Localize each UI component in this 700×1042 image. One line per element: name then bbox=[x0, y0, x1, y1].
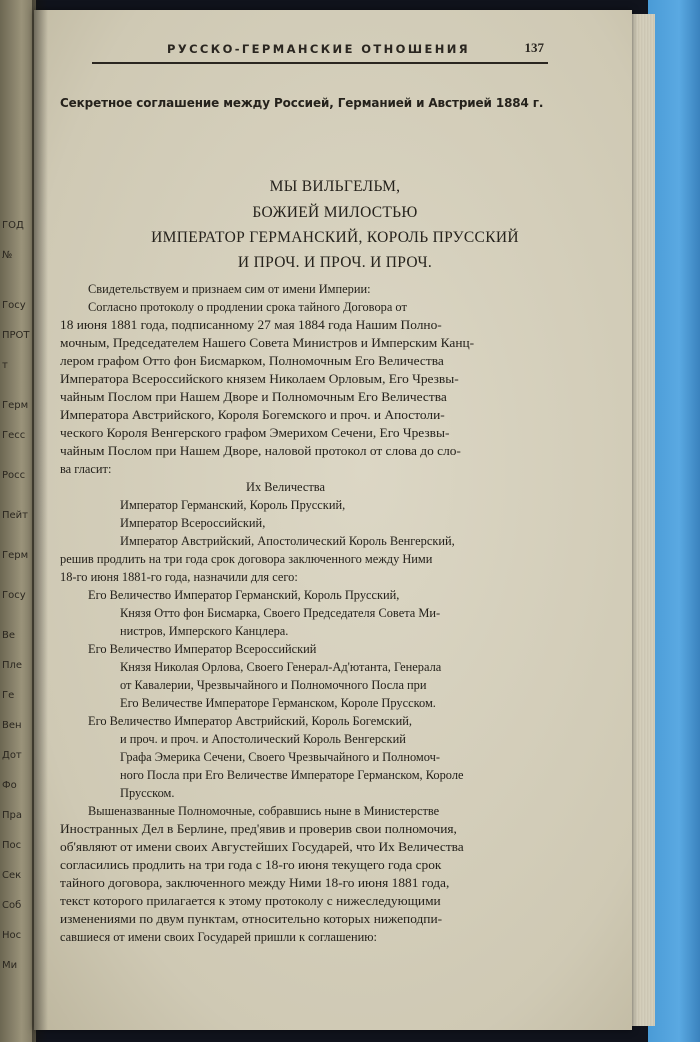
left-page-fragment: Пра bbox=[2, 810, 22, 821]
text-line: мочным, Председателем Нашего Совета Министров и Имперским Канц- bbox=[60, 336, 475, 350]
left-page-fragment: Герм bbox=[2, 400, 29, 411]
left-page-fragment: Пейт bbox=[2, 510, 28, 521]
text-line: Согласно протоколу о продлении срока тайного Договора от bbox=[88, 300, 407, 314]
left-page-fragment: Фо bbox=[2, 780, 17, 791]
title-line-4: И ПРОЧ. И ПРОЧ. И ПРОЧ. bbox=[237, 254, 433, 271]
left-page-fragment: ГОД bbox=[2, 220, 24, 231]
text-line: Князя Отто фон Бисмарка, Своего Председателя Совета Ми- bbox=[120, 606, 441, 620]
text-line: чайным Послом при Нашем Дворе, наловой протокол от слова до сло- bbox=[60, 444, 461, 458]
text-line: ва гласит: bbox=[60, 462, 112, 476]
left-page-fragment: № bbox=[2, 250, 13, 261]
running-head bbox=[92, 40, 548, 64]
text-line: Прусском. bbox=[120, 786, 175, 800]
text-line: Император Австрийский, Апостолический Король Венгерский, bbox=[120, 534, 455, 548]
left-page-fragment: т bbox=[2, 360, 8, 371]
left-page-fragment: Ге bbox=[2, 690, 15, 701]
title-line-1: МЫ ВИЛЬГЕЛЬМ, bbox=[269, 178, 401, 195]
title-line-3: ИМПЕРАТОР ГЕРМАНСКИЙ, КОРОЛЬ ПРУССКИЙ bbox=[151, 229, 519, 246]
text-line: 18 июня 1881 года, подписанному 27 мая 1884 года Нашим Полно- bbox=[60, 318, 442, 332]
left-page-fragment: ПРОТ bbox=[2, 330, 30, 341]
text-line: текст которого прилагается к этому протоколу с нижеследующими bbox=[60, 894, 441, 908]
text-line: Император Германский, Король Прусский, bbox=[120, 498, 346, 512]
left-page-fragment: Пле bbox=[2, 660, 23, 671]
text-line: савшиеся от имени своих Государей пришли к соглашению: bbox=[60, 930, 377, 944]
page-edges bbox=[628, 14, 655, 1026]
text-line: Императора Австрийского, Короля Богемского и проч. и Апостоли- bbox=[60, 408, 445, 422]
text-line: Графа Эмерика Сечени, Своего Чрезвычайного и Полномоч- bbox=[120, 750, 440, 764]
text-line: Его Величество Император Австрийский, Король Богемский, bbox=[88, 714, 412, 728]
text-line: Его Величестве Императоре Германском, Короле Прусском. bbox=[120, 696, 436, 710]
left-page-fragment: Дот bbox=[2, 750, 22, 761]
running-title: РУССКО-ГЕРМАНСКИЕ ОТНОШЕНИЯ bbox=[167, 42, 471, 56]
text-line: Его Величество Император Германский, Король Прусский, bbox=[88, 588, 400, 602]
text-line: и проч. и проч. и Апостолический Король Венгерский bbox=[120, 732, 406, 746]
text-line: от Кавалерии, Чрезвычайного и Полномочного Посла при bbox=[120, 678, 427, 692]
gutter-shadow bbox=[32, 0, 48, 1042]
text-line: Вышеназванные Полномочные, собравшись ныне в Министерстве bbox=[88, 804, 440, 818]
text-line: чайным Послом при Нашем Дворе и Полномочным Его Величества bbox=[60, 390, 447, 404]
document-heading: Секретное соглашение между Россией, Германией и Австрией 1884 г. bbox=[60, 96, 544, 110]
text-line: лером графом Отто фон Бисмарком, Полномочным Его Величества bbox=[60, 354, 444, 368]
left-page-fragment: Гесс bbox=[2, 430, 26, 441]
text-line: тайного договора, заключенного между Ними 18-го июня 1881 года, bbox=[60, 876, 450, 890]
left-page-fragment: Ве bbox=[2, 630, 16, 641]
text-line: Иностранных Дел в Берлине, пред'явив и проверив свои полномочия, bbox=[60, 822, 457, 836]
text-line: изменениями по двум пунктам, относительно которых нижеподпи- bbox=[60, 912, 443, 926]
left-page-fragment: Вен bbox=[2, 720, 22, 731]
text-line: об'являют от имени своих Августейших Государей, что Их Величества bbox=[60, 840, 464, 854]
text-line: 18-го июня 1881-го года, назначили для сего: bbox=[60, 570, 298, 584]
desk-background bbox=[648, 0, 700, 1042]
text-line: Его Величество Император Всероссийский bbox=[88, 642, 317, 656]
left-page-fragment: Госу bbox=[2, 300, 26, 311]
text-line: ного Посла при Его Величестве Императоре Германском, Короле bbox=[120, 768, 464, 782]
left-page-fragment: Нос bbox=[2, 930, 22, 941]
page-number: 137 bbox=[524, 40, 544, 55]
text-line: Свидетельствуем и признаем сим от имени Империи: bbox=[88, 282, 371, 296]
text-line: нистров, Имперского Канцлера. bbox=[120, 624, 289, 638]
left-page-fragment: Ми bbox=[2, 960, 18, 971]
text-line: Их Величества bbox=[246, 480, 325, 494]
left-page-fragment: Пос bbox=[2, 840, 22, 851]
text-line: согласились продлить на три года с 18-го июня текущего года срок bbox=[60, 858, 442, 872]
left-page-fragment: Герм bbox=[2, 550, 29, 561]
title-line-2: БОЖИЕЙ МИЛОСТЬЮ bbox=[252, 204, 418, 221]
left-page-fragment: Соб bbox=[2, 900, 22, 911]
text-line: ческого Короля Венгерского графом Эмерихом Сечени, Его Чрезвы- bbox=[60, 426, 450, 440]
text-line: Князя Николая Орлова, Своего Генерал-Ад'ютанта, Генерала bbox=[120, 660, 442, 674]
text-line: Императора Всероссийского князем Николаем Орловым, Его Чрезвы- bbox=[60, 372, 459, 386]
left-page-fragment: Росс bbox=[2, 470, 26, 481]
text-line: Император Всероссийский, bbox=[120, 516, 266, 530]
text-line: решив продлить на три года срок договора заключенного между Ними bbox=[60, 552, 433, 566]
left-page-fragment: Сек bbox=[2, 870, 22, 881]
left-page-fragment: Госу bbox=[2, 590, 26, 601]
left-page-edge bbox=[0, 0, 36, 1042]
